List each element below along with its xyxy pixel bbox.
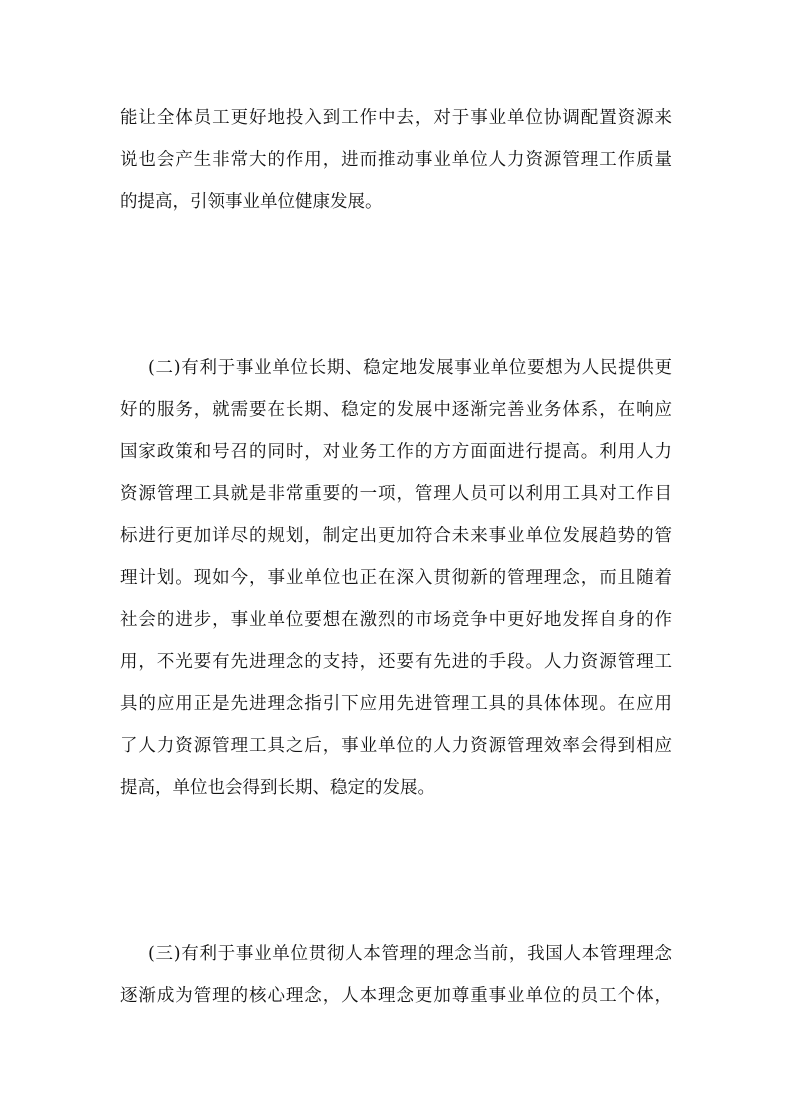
paragraph-2-line-9: 具的应用正是先进理念指引下应用先进管理工具的具体体现。在应用 bbox=[120, 694, 672, 714]
paragraph-2-line-11: 提高，单位也会得到长期、稳定的发展。 bbox=[120, 778, 435, 798]
paragraph-2-line-8: 用，不光要有先进理念的支持，还要有先进的手段。人力资源管理工 bbox=[120, 652, 672, 672]
paragraph-3-line-2: 逐渐成为管理的核心理念，人本理念更加尊重事业单位的员工个体， bbox=[120, 986, 672, 1006]
paragraph-2-line-7: 社会的进步，事业单位要想在激烈的市场竞争中更好地发挥自身的作 bbox=[120, 610, 672, 630]
paragraph-2-line-3: 国家政策和号召的同时，对业务工作的方方面面进行提高。利用人力 bbox=[120, 442, 672, 462]
paragraph-2-line-1: (二)有利于事业单位长期、稳定地发展事业单位要想为人民提供更 bbox=[148, 358, 672, 378]
paragraph-1-line-1: 能让全体员工更好地投入到工作中去，对于事业单位协调配置资源来 bbox=[120, 108, 672, 128]
paragraph-3-line-1: (三)有利于事业单位贯彻人本管理的理念当前，我国人本管理理念 bbox=[148, 944, 672, 964]
paragraph-2-line-4: 资源管理工具就是非常重要的一项，管理人员可以利用工具对工作目 bbox=[120, 484, 672, 504]
paragraph-2-line-6: 理计划。现如今，事业单位也正在深入贯彻新的管理理念，而且随着 bbox=[120, 568, 672, 588]
paragraph-2-line-2: 好的服务，就需要在长期、稳定的发展中逐渐完善业务体系，在响应 bbox=[120, 400, 672, 420]
paragraph-2-line-5: 标进行更加详尽的规划，制定出更加符合未来事业单位发展趋势的管 bbox=[120, 526, 672, 546]
paragraph-1-line-2: 说也会产生非常大的作用，进而推动事业单位人力资源管理工作质量 bbox=[120, 150, 672, 170]
paragraph-1-line-3: 的提高，引领事业单位健康发展。 bbox=[120, 192, 383, 212]
paragraph-2-line-10: 了人力资源管理工具之后，事业单位的人力资源管理效率会得到相应 bbox=[120, 736, 672, 756]
